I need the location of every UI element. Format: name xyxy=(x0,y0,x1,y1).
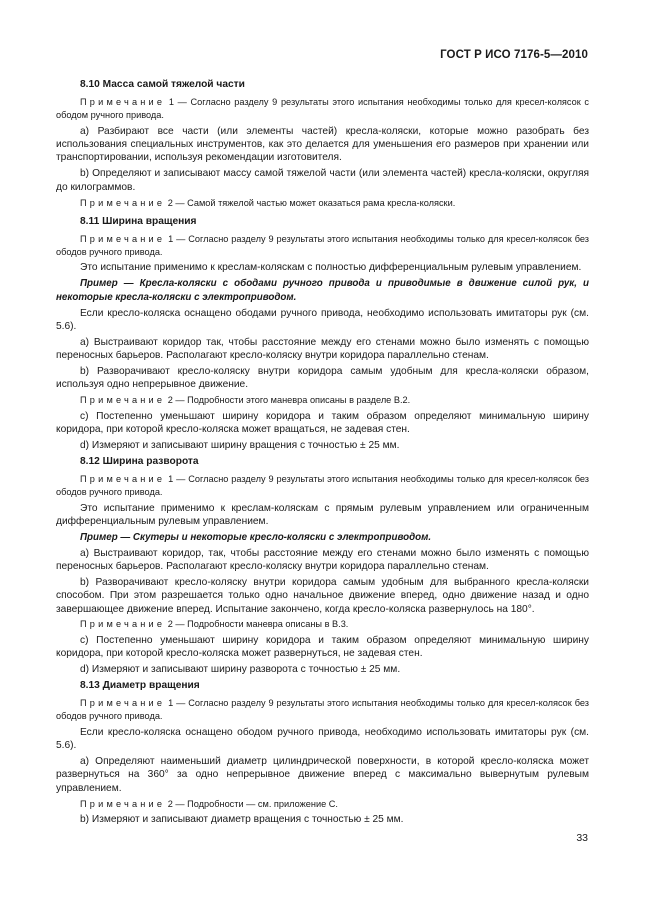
body-paragraph: c) Постепенно уменьшают ширину коридора и таким образом определяют минимальную ширину коридора, при которой кресло-коляска может вращаться, не задевая стен. xyxy=(56,410,589,435)
note-text: 1 — Согласно разделу 9 результаты этого испытания необходимы только для кресел-колясок с ободом ручного привода. xyxy=(56,97,589,121)
note-text: 2 — Подробности этого маневра описаны в разделе B.2. xyxy=(165,395,411,406)
section-heading-8-11: 8.11 Ширина вращения xyxy=(80,215,197,227)
example-paragraph: Пример — Скутеры и некоторые кресло-коляски с электроприводом. xyxy=(80,531,432,543)
body-paragraph: d) Измеряют и записывают ширину вращения с точностью ± 25 мм. xyxy=(80,439,400,451)
note-paragraph xyxy=(56,197,589,210)
document-standard-header: ГОСТ Р ИСО 7176-5—2010 xyxy=(440,49,588,61)
note-label: Примечание xyxy=(80,474,166,485)
note-paragraph xyxy=(56,96,589,122)
body-paragraph: a) Разбирают все части (или элементы частей) кресла-коляски, которые можно разобрать без использования специальных инструментов, как это делается для уменьшения его размеров при хранении или транспортировании, используя рекомендации изготовителя. xyxy=(56,125,589,164)
note-paragraph xyxy=(56,618,589,631)
note-paragraph xyxy=(56,697,589,723)
body-paragraph: Это испытание применимо к креслам-коляскам с прямым рулевым управлением или ограниченным дифференциальным рулевым управлением. xyxy=(56,502,589,527)
note-label: Примечание xyxy=(80,619,166,630)
body-paragraph: b) Разворачивают кресло-коляску внутри коридора самым удобным для кресла-коляски образом, используя одно непрерывное движение. xyxy=(56,365,589,391)
note-text: 1 — Согласно разделу 9 результаты этого испытания необходимы только для кресел-колясок без ободов ручного привода. xyxy=(56,233,589,257)
section-heading-8-10: 8.10 Масса самой тяжелой части xyxy=(80,79,245,90)
body-paragraph: c) Постепенно уменьшают ширину коридора и таким образом определяют минимальную ширину коридора, при которой кресло-коляска может развернуться, не задевая стен. xyxy=(56,635,589,660)
section-heading-8-13: 8.13 Диаметр вращения xyxy=(80,680,200,692)
section-heading-8-12: 8.12 Ширина разворота xyxy=(80,455,199,467)
note-label: Примечание xyxy=(80,233,166,244)
page-number: 33 xyxy=(576,832,588,844)
note-paragraph xyxy=(56,394,589,407)
body-paragraph: a) Определяют наименьший диаметр цилиндрической поверхности, в которой кресло-коляска может развернуться на 360° за одно непрерывное движение вперед с максимально вывернутым рулевым управлением. xyxy=(56,756,589,794)
note-text: 2 — Самой тяжелой частью может оказаться рама кресла-коляски. xyxy=(165,197,456,208)
body-paragraph: b) Определяют и записывают массу самой тяжелой части (или элемента частей) кресла-коляски, округляя до килограммов. xyxy=(56,168,589,193)
note-text: 2 — Подробности — см. приложение C. xyxy=(165,798,338,809)
body-paragraph: b) Измеряют и записывают диаметр вращения с точностью ± 25 мм. xyxy=(80,814,404,826)
document-body xyxy=(56,78,589,829)
body-paragraph: Это испытание применимо к креслам-коляскам с полностью дифференциальным рулевым управлением. xyxy=(80,262,582,274)
note-paragraph xyxy=(56,473,589,499)
body-paragraph: a) Выстраивают коридор, так, чтобы расстояние между его стенами можно было изменять с помощью переносных барьеров. Располагают кресло-коляску внутри коридора параллельно стенам. xyxy=(56,547,589,573)
note-paragraph xyxy=(56,233,589,259)
note-text: 2 — Подробности маневра описаны в B.3. xyxy=(165,619,349,630)
note-label: Примечание xyxy=(80,395,166,406)
note-label: Примечание xyxy=(80,97,166,108)
note-label: Примечание xyxy=(80,798,166,809)
body-paragraph: a) Выстраивают коридор так, чтобы расстояние между его стенами можно было изменять с помощью переносных барьеров. Располагают кресло-коляску внутри коридора параллельно стенам. xyxy=(56,336,589,362)
note-label: Примечание xyxy=(80,698,166,709)
example-paragraph: Пример — Кресла-коляски с ободами ручного привода и приводимые в движение силой рук, и некоторые кресла-коляски с электроприводом. xyxy=(56,278,589,303)
body-paragraph: Если кресло-коляска оснащено ободом ручного привода, необходимо использовать имитаторы рук (см. 5.6). xyxy=(56,726,589,752)
note-label: Примечание xyxy=(80,197,166,208)
body-paragraph: b) Разворачивают кресло-коляску внутри коридора самым удобным для выбранного кресла-коляски способом. При этом разрешается только одно начальное движение вперед, одно движение назад и одно завершающее движение вперед. Испытание закончено, когда кресло-коляска развернулось на 180°. xyxy=(56,576,589,615)
note-paragraph xyxy=(56,798,589,811)
note-text: 1 — Согласно разделу 9 результаты этого испытания необходимы только для кресел-колясок без ободов ручного привода. xyxy=(56,698,589,722)
body-paragraph: d) Измеряют и записывают ширину разворота с точностью ± 25 мм. xyxy=(80,664,401,676)
note-text: 1 — Согласно разделу 9 результаты этого испытания необходимы только для кресел-колясок без ободов ручного привода. xyxy=(56,474,589,498)
body-paragraph: Если кресло-коляска оснащено ободами ручного привода, необходимо использовать имитаторы рук (см. 5.6). xyxy=(56,307,589,332)
